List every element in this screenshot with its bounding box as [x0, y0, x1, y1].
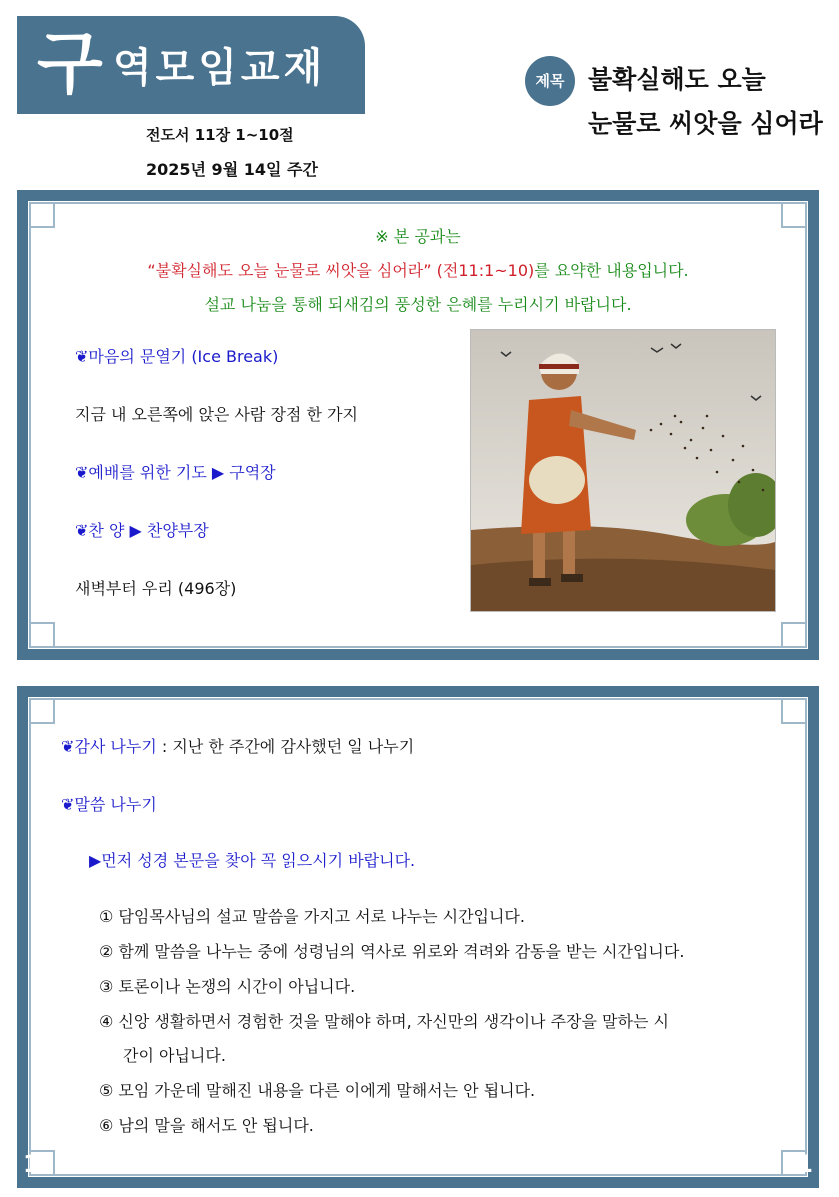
word-heading: ❦말씀 나누기 — [61, 795, 157, 814]
thanks-text: : 지난 한 주간에 감사했던 일 나누기 — [156, 737, 415, 756]
summary-suffix: 를 요약한 내용입니다. — [534, 261, 689, 280]
week-date: 2025년 9월 14일 주간 — [146, 160, 318, 179]
rule-6: ⑥ 남의 말을 해서도 안 됩니다. — [99, 1116, 314, 1135]
scripture-reference: 전도서 11장 1~10절 — [146, 126, 294, 144]
rule-5: ⑤ 모임 가운데 말해진 내용을 다른 이에게 말해서는 안 됩니다. — [99, 1081, 536, 1100]
page-number-right: 1 — [796, 1150, 813, 1178]
thanks-line — [61, 734, 414, 757]
summary-quote: “불확실해도 오늘 눈물로 씨앗을 심어라” (전11:1~10) — [147, 261, 535, 280]
icebreak-heading: ❦마음의 문열기 (Ice Break) — [75, 347, 279, 366]
rule-1: ① 담임목사님의 설교 말씀을 가지고 서로 나누는 시간입니다. — [99, 907, 525, 926]
sermon-title-line2: 눈물로 씨앗을 심어라 — [588, 109, 823, 138]
panel-discussion — [17, 686, 819, 1188]
title-badge: 제목 — [525, 56, 575, 106]
intro-summary — [17, 258, 819, 281]
rule-4-cont: 간이 아닙니다. — [123, 1046, 226, 1065]
praise-heading: ❦찬 양 ▶ 찬양부장 — [75, 521, 209, 540]
header-title: 역모임교재 — [113, 45, 327, 91]
sermon-title-line1: 불확실해도 오늘 — [588, 65, 766, 94]
sower-illustration — [470, 329, 776, 612]
prayer-heading: ❦예배를 위한 기도 ▶ 구역장 — [75, 463, 276, 482]
icebreak-text: 지금 내 오른쪽에 앉은 사람 장점 한 가지 — [75, 405, 358, 424]
intro-blessing: 설교 나눔을 통해 되새김의 풍성한 은혜를 누리시기 바랍니다. — [204, 295, 632, 314]
page-number-left: 1 — [23, 1150, 40, 1178]
header-tab — [17, 16, 365, 114]
rule-2: ② 함께 말씀을 나누는 중에 성령님의 역사로 위로와 격려와 감동을 받는 시간입니다. — [99, 942, 685, 961]
thanks-heading: ❦감사 나누기 — [61, 737, 157, 756]
header-first-char: 구 — [37, 25, 103, 104]
rule-4: ④ 신앙 생활하면서 경험한 것을 말해야 하며, 자신만의 생각이나 주장을 말하는 시 — [99, 1012, 669, 1031]
praise-text: 새벽부터 우리 (496장) — [75, 579, 237, 598]
intro-note: ※ 본 공과는 — [375, 227, 461, 246]
instruction: ▶먼저 성경 본문을 찾아 꼭 읽으시기 바랍니다. — [89, 851, 416, 870]
rule-3: ③ 토론이나 논쟁의 시간이 아닙니다. — [99, 977, 356, 996]
